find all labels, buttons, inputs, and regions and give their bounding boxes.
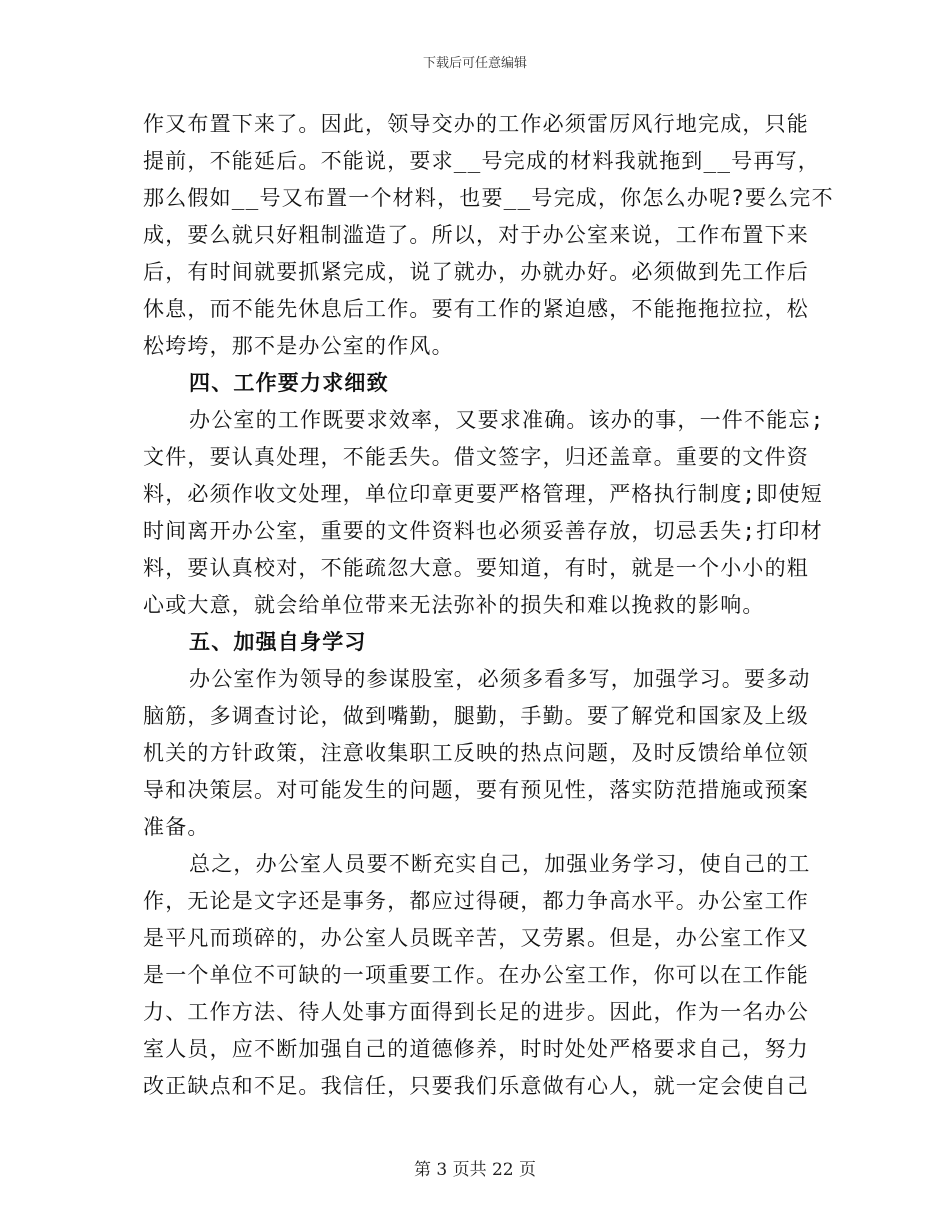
text-line: 那么假如__号又布置一个材料，也要__号完成，你怎么办呢?要么完不 xyxy=(143,186,834,210)
text-line: 休息，而不能先休息后工作。要有工作的紧迫感，不能拖拖拉拉，松 xyxy=(143,297,809,321)
text-line: 准备。 xyxy=(143,815,210,839)
text-line: 机关的方针政策，注意收集职工反映的热点问题，及时反馈给单位领 xyxy=(143,741,809,765)
section-heading: 五、加强自身学习 xyxy=(189,630,367,654)
text-line: 时间离开办公室，重要的文件资料也必须妥善存放，切忌丢失;打印材 xyxy=(143,519,823,543)
text-line: 后，有时间就要抓紧完成，说了就办，办就办好。必须做到先工作后 xyxy=(143,260,809,284)
page-header: 下载后可任意编辑 xyxy=(422,56,527,71)
text-line: 心或大意，就会给单位带来无法弥补的损失和难以挽救的影响。 xyxy=(143,593,765,617)
text-line: 是平凡而琐碎的，办公室人员既辛苦，又劳累。但是，办公室工作又 xyxy=(143,926,809,950)
text-line: 改正缺点和不足。我信任，只要我们乐意做有心人，就一定会使自己 xyxy=(143,1074,809,1098)
paragraph-first-line: 办公室作为领导的参谋股室，必须多看多写，加强学习。要多动 xyxy=(189,667,811,691)
text-line: 提前，不能延后。不能说，要求__号完成的材料我就拖到__号再写， xyxy=(143,149,820,173)
text-line: 料，要认真校对，不能疏忽大意。要知道，有时，就是一个小小的粗 xyxy=(143,556,809,580)
page-number-footer: 第 3 页共 22 页 xyxy=(413,1160,537,1180)
text-line: 松垮垮，那不是办公室的作风。 xyxy=(143,334,454,358)
text-line: 作，无论是文字还是事务，都应过得硬，都力争高水平。办公室工作 xyxy=(143,889,809,913)
text-line: 文件，要认真处理，不能丢失。借文签字，归还盖章。重要的文件资 xyxy=(143,445,809,469)
text-line: 导和决策层。对可能发生的问题，要有预见性，落实防范措施或预案 xyxy=(143,778,809,802)
text-line: 料，必须作收文处理，单位印章更要严格管理，严格执行制度;即使短 xyxy=(143,482,823,506)
text-line: 脑筋，多调查讨论，做到嘴勤，腿勤，手勤。要了解党和国家及上级 xyxy=(143,704,809,728)
paragraph-first-line: 办公室的工作既要求效率，又要求准确。该办的事，一件不能忘; xyxy=(189,408,825,432)
text-line: 力、工作方法、待人处事方面得到长足的进步。因此，作为一名办公 xyxy=(143,1000,809,1024)
text-line: 室人员，应不断加强自己的道德修养，时时处处严格要求自己，努力 xyxy=(143,1037,809,1061)
text-line: 成，要么就只好粗制滥造了。所以，对于办公室来说，工作布置下来 xyxy=(143,223,809,247)
section-heading: 四、工作要力求细致 xyxy=(189,371,389,395)
text-line: 是一个单位不可缺的一项重要工作。在办公室工作，你可以在工作能 xyxy=(143,963,809,987)
text-line: 作又布置下来了。因此，领导交办的工作必须雷厉风行地完成，只能 xyxy=(143,112,809,136)
paragraph-first-line: 总之，办公室人员要不断充实自己，加强业务学习，使自己的工 xyxy=(189,852,811,876)
document-body xyxy=(143,106,834,1105)
